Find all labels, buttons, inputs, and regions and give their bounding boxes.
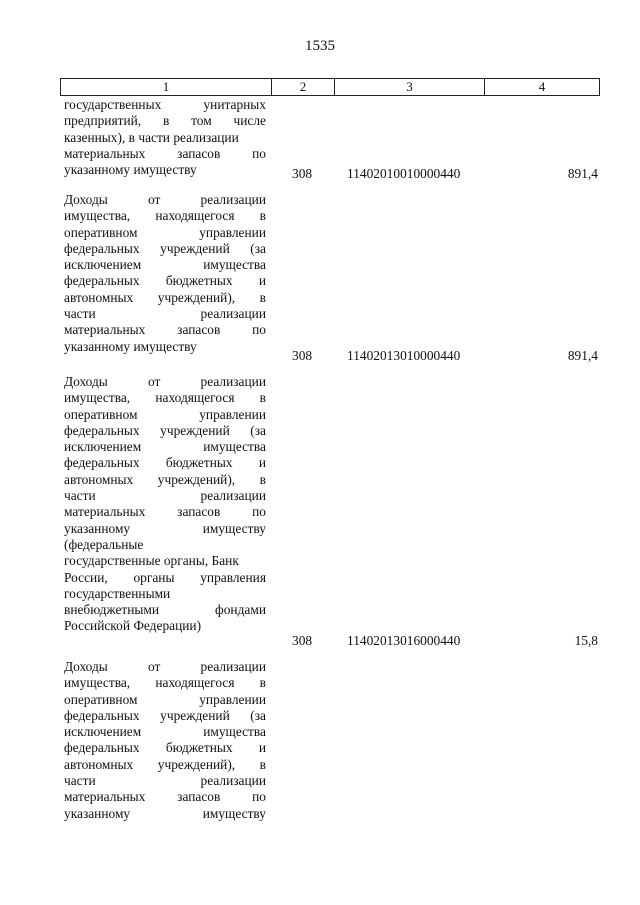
description-line: предприятий, в том числе [64, 113, 266, 129]
budget-classification-code: 11402013010000440 [347, 348, 461, 363]
amount: 891,4 [567, 348, 598, 363]
description-line: казенных), в части реализации [64, 129, 239, 145]
row-description [64, 659, 266, 822]
description-line: части реализации [64, 488, 266, 504]
table-header-row [60, 78, 600, 96]
column-header-1: 1 [61, 79, 272, 95]
description-line: России, органы управления [64, 569, 266, 585]
column-header-3: 3 [335, 79, 485, 95]
description-line: указанному имуществу [64, 805, 266, 821]
description-line: федеральных бюджетных и [64, 273, 266, 289]
amount: 891,4 [567, 166, 598, 181]
admin-code: 308 [292, 633, 313, 648]
admin-code: 308 [292, 166, 313, 181]
description-line: исключением имущества [64, 257, 266, 273]
row-description [64, 192, 266, 355]
description-line: оперативном управлении [64, 406, 266, 422]
description-line: федеральных бюджетных и [64, 455, 266, 471]
budget-classification-code: 11402013016000440 [347, 633, 461, 648]
description-line: внебюджетными фондами [64, 602, 266, 618]
amount: 15,8 [574, 633, 598, 648]
description-line: исключением имущества [64, 724, 266, 740]
description-line: имущества, находящегося в [64, 390, 266, 406]
description-line: государственными [64, 585, 171, 601]
description-line: части реализации [64, 773, 266, 789]
budget-classification-code: 11402010010000440 [347, 166, 461, 181]
description-line: оперативном управлении [64, 224, 266, 240]
row-description [64, 97, 266, 178]
description-line: Российской Федерации) [64, 618, 202, 634]
column-header-2: 2 [272, 79, 335, 95]
admin-code: 308 [292, 348, 313, 363]
description-line: автономных учреждений), в [64, 756, 266, 772]
description-line: указанному имуществу [64, 520, 266, 536]
description-line: федеральных бюджетных и [64, 740, 266, 756]
description-line: федеральных учреждений (за [64, 240, 266, 256]
description-line: Доходы от реализации [64, 374, 266, 389]
description-line: государственных унитарных [64, 97, 266, 112]
description-line: указанному имуществу [64, 338, 197, 354]
description-line: материальных запасов по [64, 322, 266, 338]
description-line: автономных учреждений), в [64, 471, 266, 487]
description-line: (федеральные [64, 536, 144, 552]
column-header-4: 4 [538, 79, 546, 94]
description-line: части реализации [64, 306, 266, 322]
row-description [64, 374, 266, 635]
description-line: оперативном управлении [64, 691, 266, 707]
page-number: 1535 [305, 38, 335, 54]
description-line: автономных учреждений), в [64, 289, 266, 305]
description-line: материальных запасов по [64, 145, 266, 161]
description-line: указанному имуществу [64, 162, 197, 178]
description-line: Доходы от реализации [64, 192, 266, 207]
description-line: имущества, находящегося в [64, 675, 266, 691]
description-line: материальных запасов по [64, 789, 266, 805]
description-line: имущества, находящегося в [64, 208, 266, 224]
description-line: государственные органы, Банк [64, 553, 239, 569]
description-line: исключением имущества [64, 439, 266, 455]
description-line: материальных запасов по [64, 504, 266, 520]
description-line: Доходы от реализации [64, 659, 266, 674]
description-line: федеральных учреждений (за [64, 707, 266, 723]
description-line: федеральных учреждений (за [64, 422, 266, 438]
